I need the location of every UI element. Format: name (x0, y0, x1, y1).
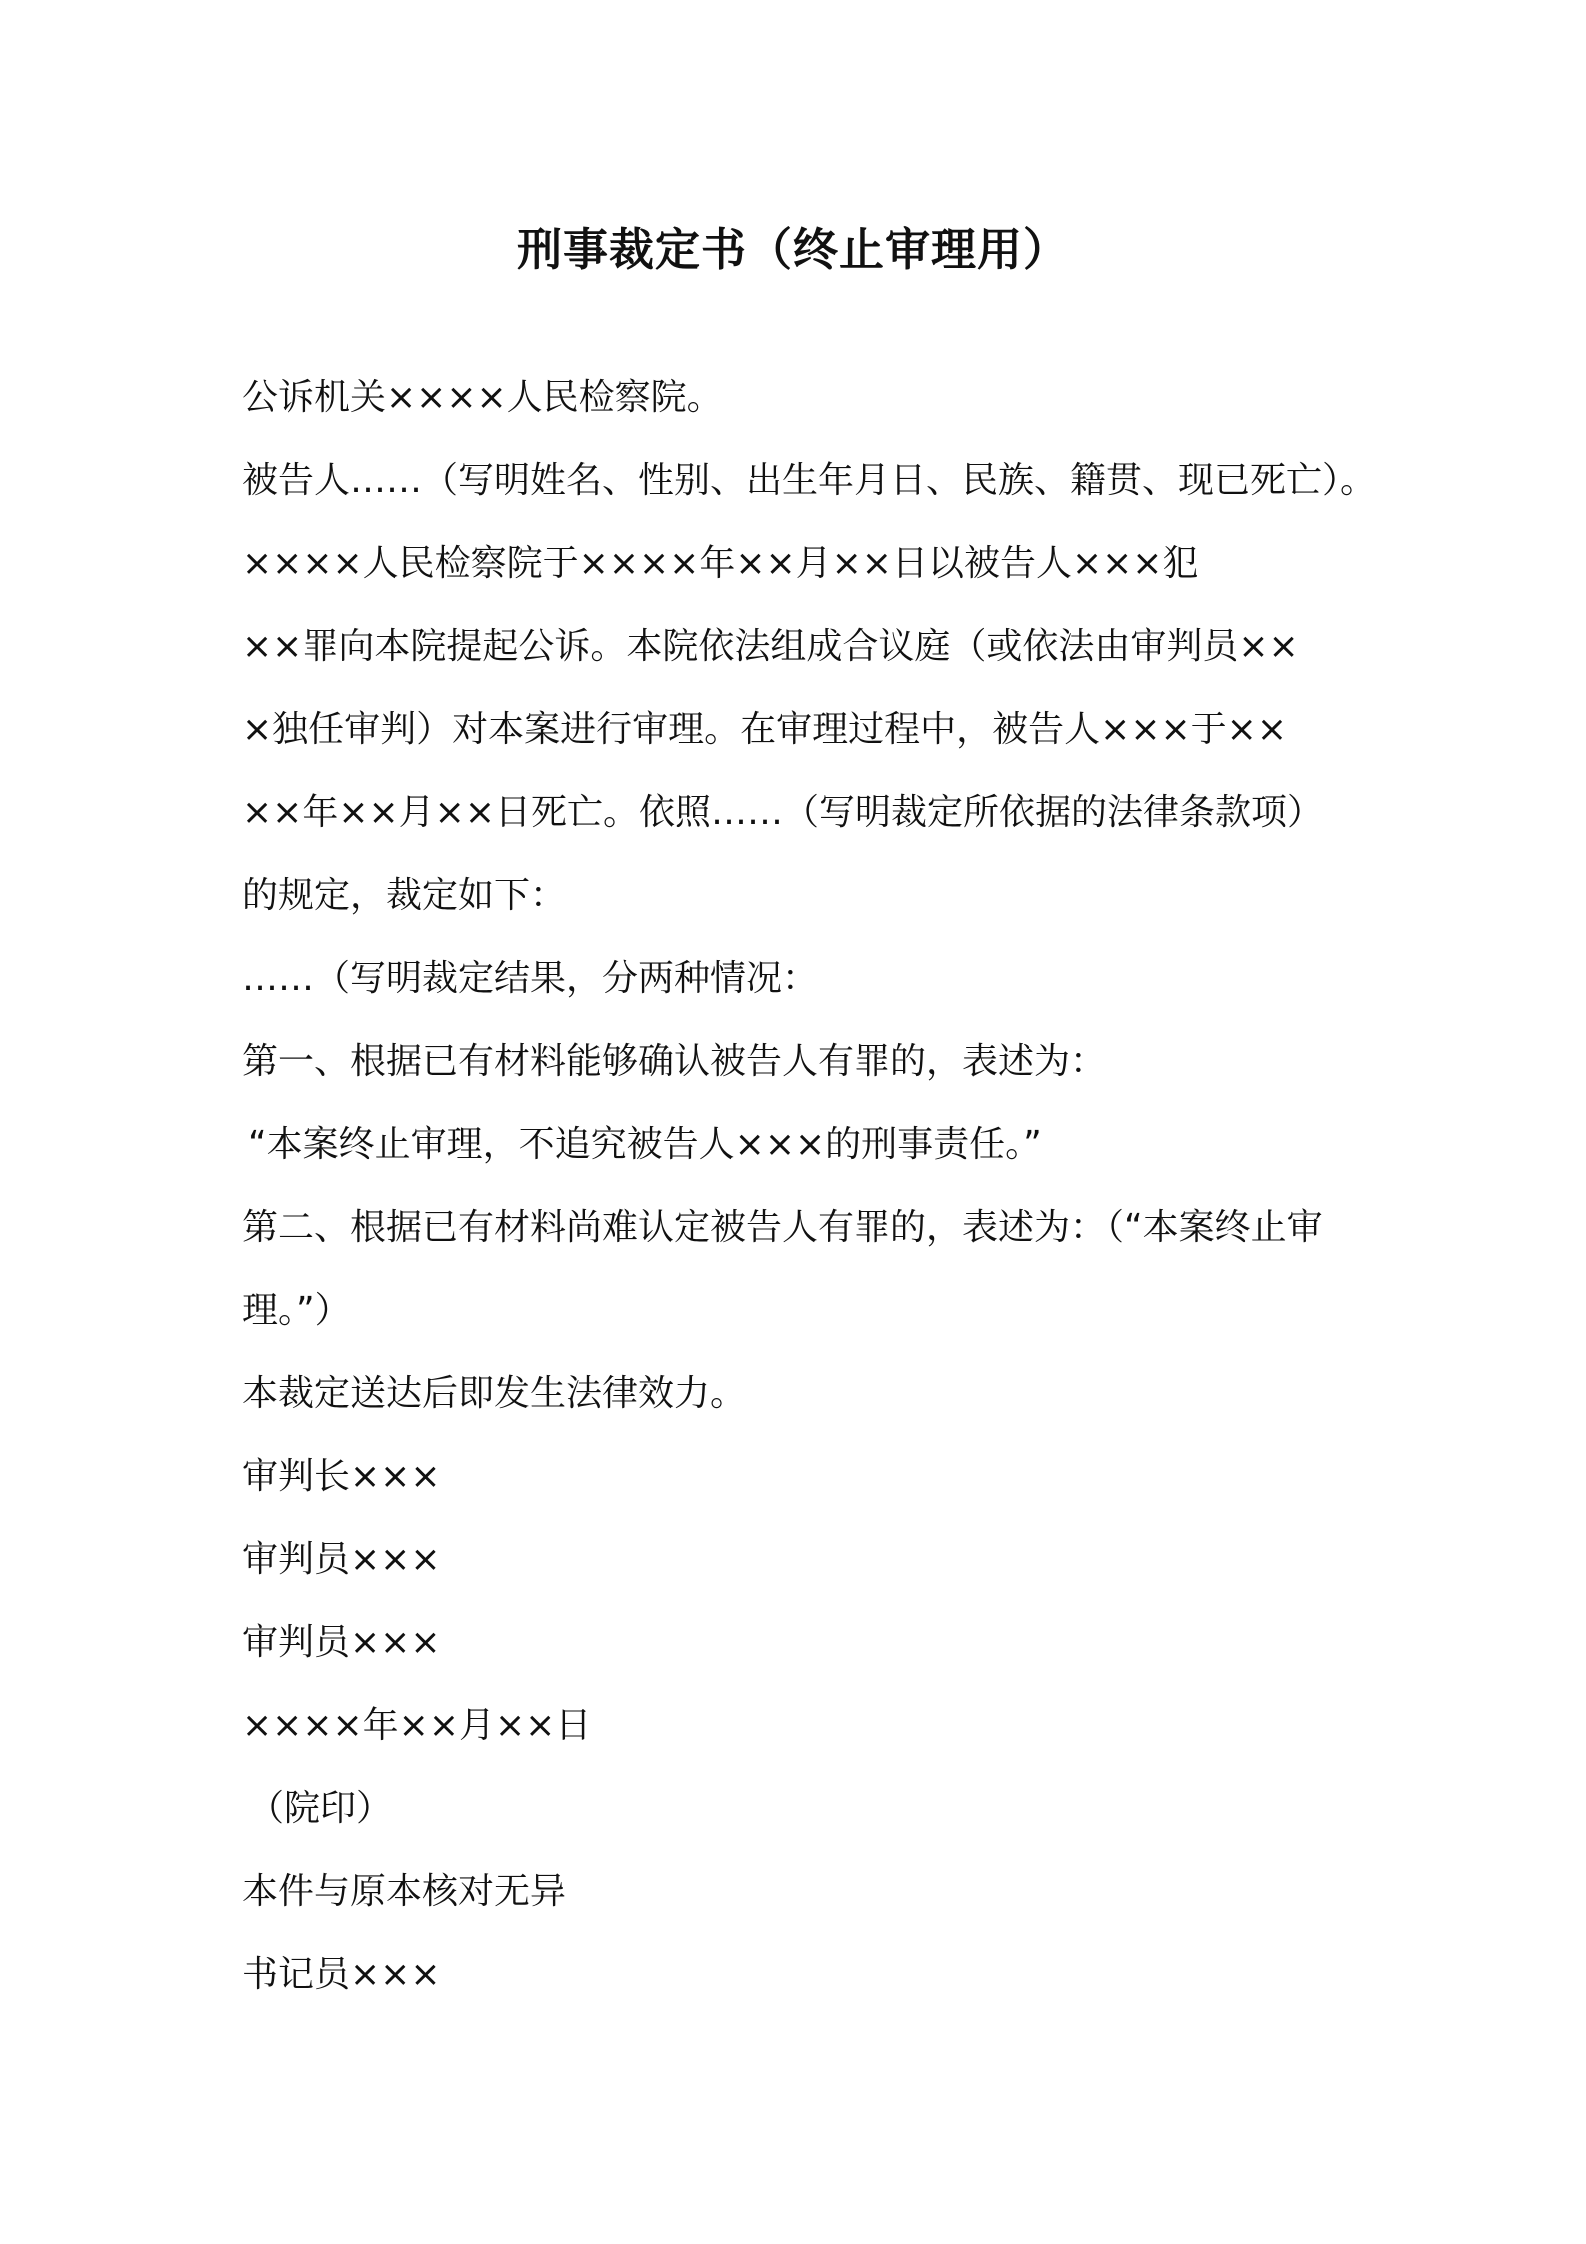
effect-line: 本裁定送达后即发生法律效力。 (242, 1373, 747, 1414)
verification-line: 本件与原本核对无异 (242, 1871, 567, 1912)
defendant-line: 被告人……（写明姓名、性别、出生年月日、民族、籍贯、现已死亡）。 (242, 460, 1377, 501)
case-two-line-continued: 理。”） (242, 1290, 351, 1331)
prosecution-line: 公诉机关××××人民检察院。 (242, 377, 723, 418)
case-one-wording-line: “本案终止审理，不追究被告人×××的刑事责任。” (248, 1124, 1042, 1165)
court-seal-line: （院印） (248, 1788, 393, 1829)
body-paragraph-line: ××年××月××日死亡。依照……（写明裁定所依据的法律条款项） (242, 792, 1323, 833)
judge-line: 审判员××× (242, 1539, 441, 1580)
date-line: ××××年××月××日 (242, 1705, 592, 1746)
presiding-judge-line: 审判长××× (242, 1456, 441, 1497)
judge-line: 审判员××× (242, 1622, 441, 1663)
case-one-line: 第一、根据已有材料能够确认被告人有罪的，表述为： (242, 1041, 1107, 1082)
document-body (242, 356, 1377, 2016)
case-two-line: 第二、根据已有材料尚难认定被告人有罪的，表述为：（“本案终止审 (242, 1207, 1323, 1248)
body-paragraph-line: ×独任审判）对本案进行审理。在审理过程中，被告人×××于×× (242, 709, 1287, 750)
ruling-intro-line: ……（写明裁定结果，分两种情况： (242, 958, 819, 999)
body-paragraph-line: ××罪向本院提起公诉。本院依法组成合议庭（或依法由审判员×× (242, 626, 1299, 667)
clerk-line: 书记员××× (242, 1954, 441, 1995)
body-paragraph-line: 的规定，裁定如下： (242, 875, 567, 916)
body-paragraph-line: ××××人民检察院于××××年××月××日以被告人×××犯 (242, 543, 1199, 584)
document-title: 刑事裁定书（终止审理用） (516, 223, 1069, 276)
